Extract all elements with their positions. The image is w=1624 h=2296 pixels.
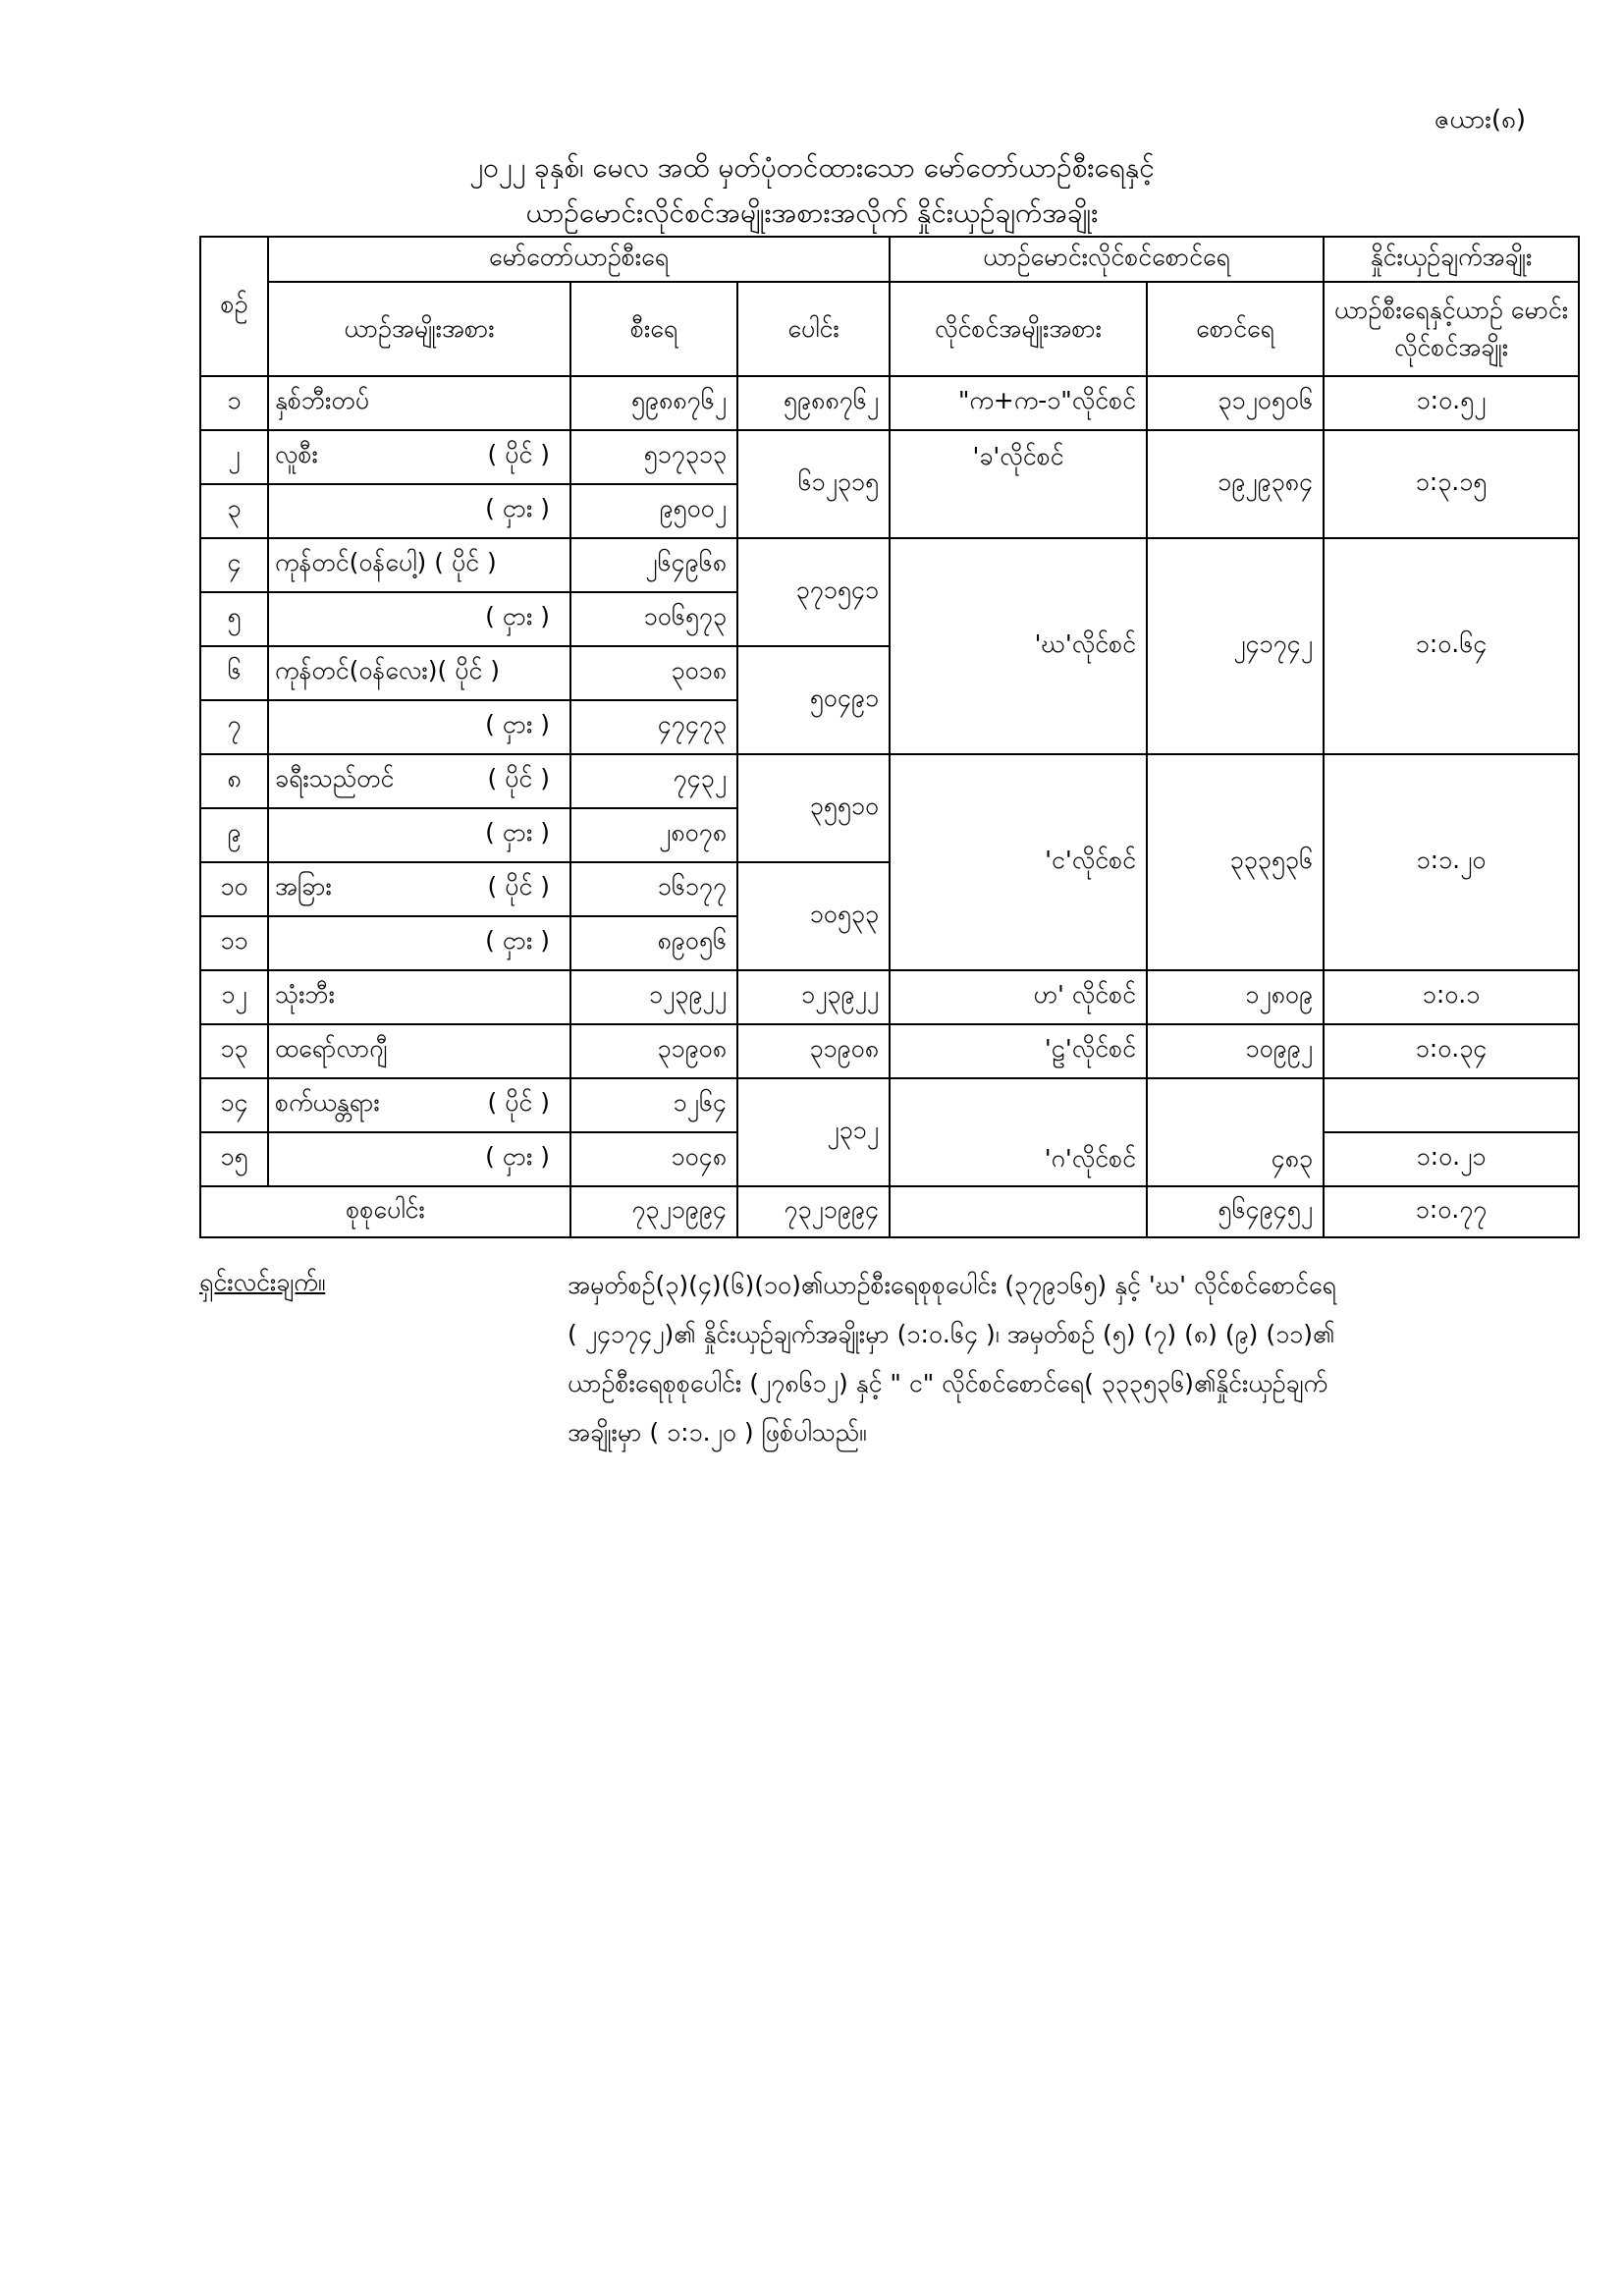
license-type: 'ဠ'လိုင်စင် [890,1024,1147,1078]
row-type [268,1078,570,1132]
row-no: ၁၄ [200,1078,268,1132]
row-sum: ၃၇၁၅၄၁ [737,538,890,646]
row-no: ၁၀ [200,862,268,916]
row-unit: ( ငှား ) [485,602,550,630]
header-license-type: လိုင်စင်အမျိုးအစား [890,282,1147,376]
row-sum: ၃၅၅၁၀ [737,754,890,862]
row-type [268,916,570,970]
row-type-name: သုံးဘီး [275,980,335,1009]
row-unit: ( ပိုင် ) [487,764,550,793]
row-no: ၈ [200,754,268,808]
row-type [268,808,570,862]
row-type-name: ကုန်တင်(ဝန်ပေါ့) ( ပိုင် ) [275,548,497,576]
row-count: ၄၇၄၇၃ [570,700,737,754]
note-line: အမှတ်စဉ်(၃)(၄)(၆)(၁၀)၏ယာဉ်စီးရေစုစုပေါင်း (၃၇၉၁၆၅) နှင့် 'ဃ' လိုင်စင်စောင်ရေ [568,1271,1336,1299]
table-row [200,970,1579,1024]
row-type [268,1132,570,1186]
note-label: ရှင်းလင်းချက်။ [199,1268,326,1296]
title-line-2: ယာဉ်မောင်းလိုင်စင်အမျိုးအစားအလိုက် နှိုင်းယှဉ်ချက်အချိုး [525,196,1099,229]
row-count: ၂၈၀၇၈ [570,808,737,862]
license-count: ၄၈၃ [1147,1078,1324,1186]
page-title [0,145,1624,236]
row-unit: ( ငှား ) [485,926,550,955]
row-count: ၁၆၁၇၇ [570,862,737,916]
row-count: ၃၁၉၀၈ [570,1024,737,1078]
row-no: ၂ [200,430,268,484]
note-body [568,1261,1569,1457]
header-serial: စဉ် [200,237,268,376]
row-unit: ( ပိုင် ) [487,1088,550,1117]
row-type-name: ကုန်တင်(ဝန်လေး)( ပိုင် ) [275,656,500,684]
row-no: ၆ [200,646,268,700]
row-no: ၅ [200,592,268,646]
row-type [268,700,570,754]
row-type [268,538,570,592]
row-type-name: ထရော်လာဂျီ [275,1034,388,1063]
row-unit: ( ပိုင် ) [487,872,550,901]
note-line: ( ၂၄၁၇၄၂)၏ နှိုင်းယှဉ်ချက်အချိုးမှာ (၁:၀.၆၄ )၊ အမှတ်စဉ် (၅) (၇) (၈) (၉) (၁၁)၏ [568,1320,1335,1348]
row-count: ၇၄၃၂ [570,754,737,808]
row-type-name: လူစီး [275,440,318,468]
total-license-count: ၅၆၄၉၄၅၂ [1147,1186,1324,1237]
license-ratio: ၁:၀.၁ [1324,970,1579,1024]
header-license-count: စောင်ရေ [1147,282,1324,376]
note-line: အချိုးမှာ ( ၁:၁.၂၀ ) ဖြစ်ပါသည်။ [568,1418,867,1447]
row-unit: ( ငှား ) [485,494,550,522]
total-ratio: ၁:၀.၇၇ [1324,1186,1579,1237]
row-unit: ( ငှား ) [485,710,550,738]
header-vehicle-type: ယာဉ်အမျိုးအစား [268,282,570,376]
row-type [268,970,570,1024]
row-sum: ၅၉၈၈၇၆၂ [737,376,890,430]
row-no: ၁၃ [200,1024,268,1078]
license-count: ၃၃၃၅၃၆ [1147,754,1324,970]
license-count: ၃၁၂၀၅၀၆ [1147,376,1324,430]
row-no: ၁၂ [200,970,268,1024]
row-count: ၅၁၇၃၁၃ [570,430,737,484]
total-label: စုစုပေါင်း [200,1186,570,1237]
license-ratio: ၁:၃.၁၅ [1324,430,1579,538]
row-sum: ၁၂၃၉၂၂ [737,970,890,1024]
row-no: ၃ [200,484,268,538]
header-vehicles-group: မော်တော်ယာဉ်စီးရေ [268,237,890,282]
license-type: 'ခ'လိုင်စင် [890,430,1147,538]
row-count: ၈၉၀၅၆ [570,916,737,970]
row-no: ၄ [200,538,268,592]
row-sum: ၆၁၂၃၁၅ [737,430,890,538]
row-unit: ( ငှား ) [485,818,550,847]
header-ratio-desc: ယာဉ်စီးရေနှင့်ယာဉ် မောင်းလိုင်စင်အချိုး [1324,282,1579,376]
row-no: ၁၅ [200,1132,268,1186]
row-count: ၁၂၆၄ [570,1078,737,1132]
table-row [200,1078,1579,1132]
row-type [268,754,570,808]
total-sum: ၇၃၂၁၉၉၄ [737,1186,890,1237]
row-sum: ၂၃၁၂ [737,1078,890,1186]
page-reference: ဇယား(၈) [1434,105,1526,135]
row-no: ၁၁ [200,916,268,970]
row-no: ၁ [200,376,268,430]
license-type: 'င'လိုင်စင် [890,754,1147,970]
row-type-name: စက်ယန္တရား [275,1088,380,1117]
row-count: ၁၀၆၅၇၃ [570,592,737,646]
row-count: ၃၀၁၈ [570,646,737,700]
header-count: စီးရေ [570,282,737,376]
row-type-name: ခရီးသည်တင် [275,764,395,793]
header-sum: ပေါင်း [737,282,890,376]
license-ratio: ၁:၀.၃၄ [1324,1024,1579,1078]
license-ratio: ၁:၀.၂၁ [1324,1132,1579,1186]
license-count: ၁၉၂၉၃၈၄ [1147,430,1324,538]
row-type-name: နှစ်ဘီးတပ် [275,386,369,414]
license-ratio: ၁:၀.၆၄ [1324,538,1579,754]
license-type: ဟ' လိုင်စင် [890,970,1147,1024]
row-type [268,1024,570,1078]
vehicle-license-table [199,236,1580,1238]
header-licenses-group: ယာဉ်မောင်းလိုင်စင်စောင်ရေ [890,237,1324,282]
license-count: ၁၀၉၉၂ [1147,1024,1324,1078]
row-type [268,484,570,538]
row-type [268,376,570,430]
note-line: ယာဉ်စီးရေစုစုပေါင်း (၂၇၈၆၁၂) နှင့် " င" လိုင်စင်စောင်ရေ( ၃၃၃၅၃၆)၏နှိုင်းယှဉ်ချက် [568,1369,1327,1397]
title-line-1: ၂၀၂၂ ခုနှစ်၊ မေလ အထိ မှတ်ပုံတင်ထားသော မော်တော်ယာဉ်စီးရေနှင့် [469,151,1155,184]
row-no: ၉ [200,808,268,862]
row-type [268,646,570,700]
row-count: ၁၀၄၈ [570,1132,737,1186]
row-count: ၁၂၃၉၂၂ [570,970,737,1024]
license-count: ၂၄၁၇၄၂ [1147,538,1324,754]
total-license-type [890,1186,1147,1237]
total-count: ၇၃၂၁၉၉၄ [570,1186,737,1237]
row-type-name: အခြား [275,872,332,901]
license-count: ၁၂၈၀၉ [1147,970,1324,1024]
row-sum: ၅၀၄၉၁ [737,646,890,754]
row-count: ၉၅၀၀၂ [570,484,737,538]
table-row [200,754,1579,808]
license-type: "က+က-၁"လိုင်စင် [890,376,1147,430]
row-unit: ( ပိုင် ) [487,440,550,468]
row-sum: ၁၀၅၃၃ [737,862,890,970]
row-unit: ( ငှား ) [485,1142,550,1171]
row-type [268,862,570,916]
row-count: ၅၉၈၈၇၆၂ [570,376,737,430]
header-ratio-group: နှိုင်းယှဉ်ချက်အချိုး [1324,237,1579,282]
row-type [268,430,570,484]
table-row [200,1024,1579,1078]
license-ratio: ၁:၁.၂၀ [1324,754,1579,970]
license-type: 'ဂ'လိုင်စင် [890,1078,1147,1186]
row-type [268,592,570,646]
table-row [200,376,1579,430]
license-type: 'ဃ'လိုင်စင် [890,538,1147,754]
total-row [200,1186,1579,1237]
license-ratio: ၁:၀.၅၂ [1324,376,1579,430]
row-count: ၂၆၄၉၆၈ [570,538,737,592]
row-no: ၇ [200,700,268,754]
license-ratio-blank [1324,1078,1579,1132]
table-row [200,538,1579,592]
row-sum: ၃၁၉၀၈ [737,1024,890,1078]
table-row [200,430,1579,484]
